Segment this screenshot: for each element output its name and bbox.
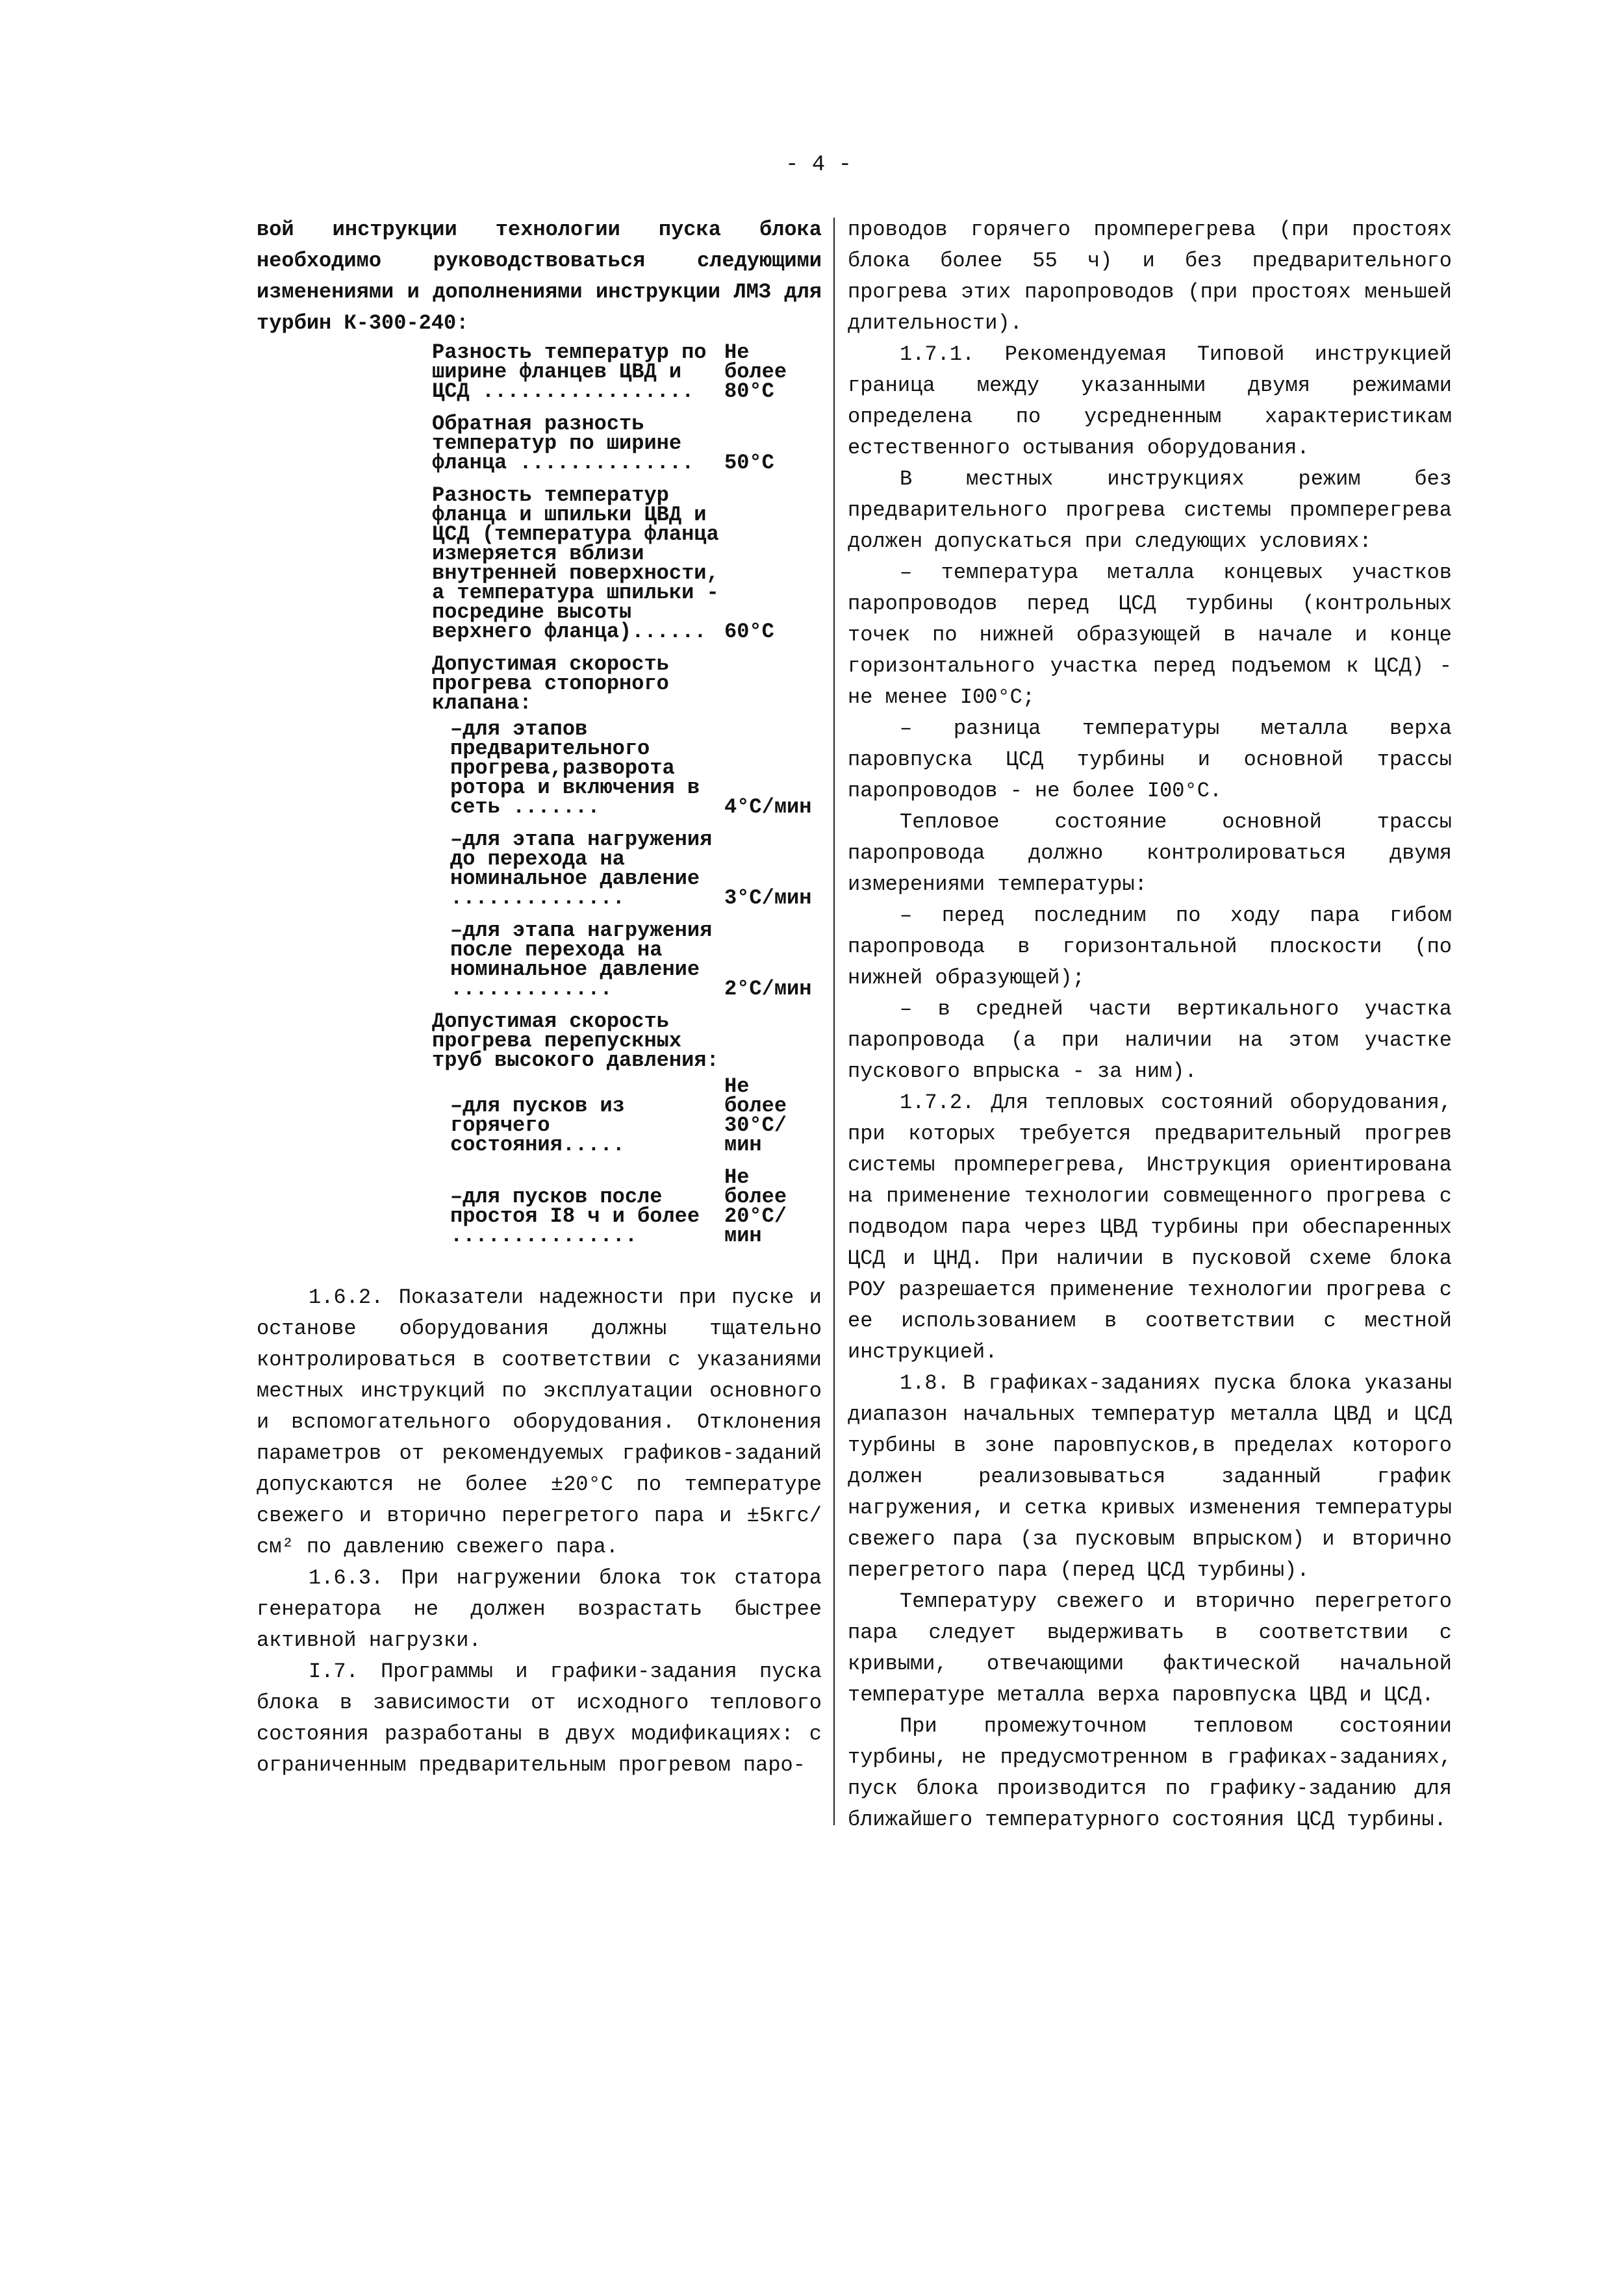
left-column: [257, 214, 822, 1781]
parameter-label: –для этапов предварительного прогрева,разворота ротора и включения в сеть .......: [450, 717, 700, 819]
column-divider: [833, 218, 835, 1825]
flange-heating-heading: Допустимая скорость прогрева стопорного клапана:: [432, 652, 669, 715]
condition-item: – разница температуры металла верха паровпуска ЦСД турбины и основной трассы паропроводов - не более I00°С.: [848, 716, 1452, 803]
parameter-value: Не более 30°С/мин: [724, 1074, 787, 1157]
intermediate-state-paragraph: При промежуточном тепловом состоянии турбины, не предусмотренном в графиках-заданиях, пуск блока производится по графику-заданию для ближайшего температурного состояния ЦСД турбины.: [848, 1714, 1452, 1832]
parameter-label: –для пусков из горячего состояния.....: [450, 1094, 625, 1157]
local-instructions-paragraph: В местных инструкциях режим без предварительного прогрева системы промперегрева должен допускаться при следующих условиях:: [848, 467, 1452, 553]
parameter-value: Не более 20°С/мин: [724, 1165, 787, 1248]
intro-paragraph: вой инструкции технологии пуска блока необходимо руководствоваться следующими изменениями и дополнениями инструкции ЛМЗ для турбин К-300-240:: [257, 218, 822, 335]
parameter-list: [432, 340, 822, 1248]
parameter-row: [432, 1074, 822, 1157]
parameter-label: Разность температур фланца и шпильки ЦВД и ЦСД (температура фланца измеряется вблизи внутренней поверхности, а температура шпильки - посредине высоты верхнего фланца)......: [432, 483, 719, 644]
parameter-label: –для пусков после простоя I8 ч и более ...............: [450, 1185, 700, 1248]
temperature-paragraph: Температуру свежего и вторично перегретого пара следует выдерживать в соответствии с кривыми, отвечающими фактической начальной температуре металла верха паровпуска ЦВД и ЦСД.: [848, 1589, 1452, 1707]
measurement-item: – в средней части вертикального участка паропровода (а при наличии на этом участке пускового впрыска - за ним).: [848, 997, 1452, 1083]
parameter-label: –для этапа нагружения после перехода на номинальное давление .............: [450, 918, 713, 1001]
paragraph-1-6-3: 1.6.3. При нагружении блока ток статора генератора не должен возрастать быстрее активной нагрузки.: [257, 1566, 822, 1652]
measurement-item: – перед последним по ходу пара гибом паропровода в горизонтальной плоскости (по нижней образующей);: [848, 903, 1452, 990]
parameter-row: [432, 483, 822, 644]
thermal-state-paragraph: Тепловое состояние основной трассы паропровода должно контролироваться двумя измерениями температуры:: [848, 810, 1452, 896]
bypass-heating-heading: Допустимая скорость прогрева перепускных труб высокого давления:: [432, 1009, 719, 1072]
paragraph-1-7-1: 1.7.1. Рекомендуемая Типовой инструкцией граница между указанными двумя режимами определена по усредненным характеристикам естественного остывания оборудования.: [848, 342, 1452, 460]
parameter-label: Разность температур по ширине фланцев ЦВД и ЦСД .................: [432, 340, 707, 403]
parameter-value: 50°С: [724, 451, 774, 475]
paragraph-1-8: 1.8. В графиках-заданиях пуска блока указаны диапазон начальных температур металла ЦВД и ЦСД турбины в зоне паровпусков,в пределах которого должен реализовываться заданный график нагружения, и сетка кривых изменения температуры свежего пара (за пусковым впрыском) и вторично перегретого пара (перед ЦСД турбины).: [848, 1371, 1452, 1582]
parameter-row: [432, 414, 822, 473]
parameter-row: [432, 1165, 822, 1248]
parameter-row: [432, 340, 822, 403]
parameter-row: [432, 918, 822, 1001]
page-number: - 4 -: [785, 153, 852, 177]
parameter-value: Не более 80°С: [724, 340, 787, 403]
paragraph-1-7: I.7. Программы и графики-задания пуска блока в зависимости от исходного теплового состояния разработаны в двух модификациях: с ограниченным предварительным прогревом паро-: [257, 1660, 822, 1777]
condition-item: – температура металла концевых участков паропроводов перед ЦСД турбины (контрольных точек по нижней образующей в начале и конце горизонтального участка перед подъемом к ЦСД) - не менее I00°С;: [848, 561, 1452, 709]
paragraph-1-6-2: 1.6.2. Показатели надежности при пуске и останове оборудования должны тщательно контролироваться в соответствии с указаниями местных инструкций по эксплуатации основного и вспомогательного оборудования. Отклонения параметров от рекомендуемых графиков-заданий допускаются не более ±20°С по температуре свежего и вторично перегретого пара и ±5кгс/см² по давлению свежего пара.: [257, 1285, 822, 1559]
parameter-value: 3°С/мин: [724, 886, 812, 910]
parameter-value: 60°С: [724, 620, 774, 644]
parameter-value: 4°С/мин: [724, 795, 812, 819]
parameter-row: [432, 830, 822, 908]
parameter-value: 2°С/мин: [724, 977, 812, 1001]
continuation-paragraph: проводов горячего промперегрева (при простоях блока более 55 ч) и без предварительного прогрева этих паропроводов (при простоях меньшей длительности).: [848, 218, 1452, 335]
parameter-label: –для этапа нагружения до перехода на номинальное давление ..............: [450, 828, 713, 910]
right-column: [848, 214, 1452, 1836]
parameter-label: Обратная разность температур по ширине фланца ..............: [432, 412, 694, 475]
parameter-row: [432, 717, 822, 819]
paragraph-1-7-2: 1.7.2. Для тепловых состояний оборудования, при которых требуется предварительный прогрев системы промперегрева, Инструкция ориентирована на применение технологии совмещенного прогрева с подводом пара через ЦВД турбины при обеспаренных ЦСД и ЦНД. При наличии в пусковой схеме блока РОУ разрешается применение технологии прогрева с ее использованием в соответствии с местной инструкцией.: [848, 1091, 1452, 1364]
